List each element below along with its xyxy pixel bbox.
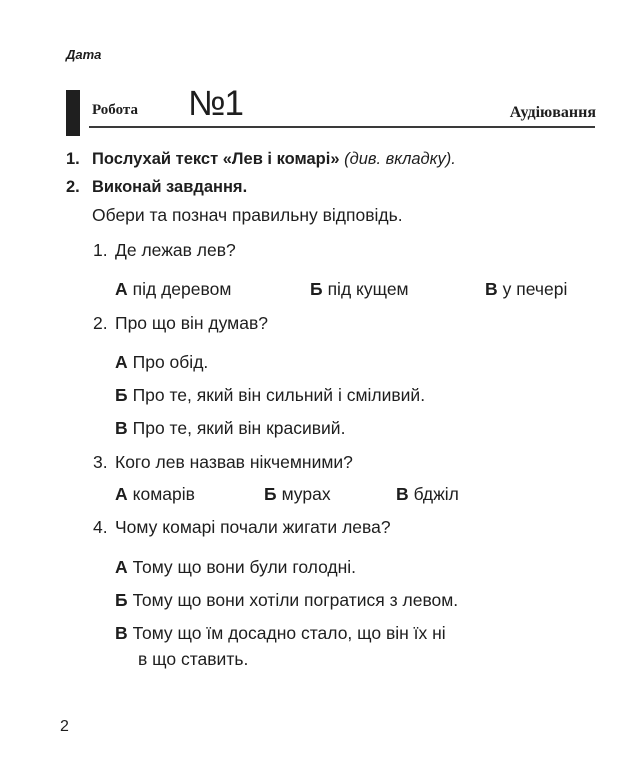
option-letter: А: [115, 352, 128, 372]
question-text: Кого лев назвав нікчемними?: [115, 452, 353, 472]
question-text: Чому комарі почали жигати лева?: [115, 517, 391, 537]
question-text: Про що він думав?: [115, 313, 268, 333]
work-number: №1: [188, 84, 244, 123]
option-letter: Б: [310, 279, 323, 299]
option-letter: Б: [115, 385, 128, 405]
task-text: Виконай завдання.: [92, 178, 248, 196]
question-1: [93, 240, 236, 261]
header-divider: [89, 126, 595, 128]
option-letter: В: [115, 623, 128, 643]
option-letter: А: [115, 279, 128, 299]
option-3a[interactable]: [115, 484, 195, 505]
instruction: Обери та познач правильну відповідь.: [92, 205, 403, 225]
header-bar-decoration: [66, 90, 80, 136]
question-text: Де лежав лев?: [115, 240, 236, 260]
task-number: 1.: [66, 150, 80, 168]
question-number: 1.: [93, 240, 108, 260]
option-1b[interactable]: [310, 279, 409, 300]
task-text: Послухай текст «Лев і комарі»: [92, 150, 340, 168]
option-text: Про обід.: [132, 352, 209, 372]
option-letter: Б: [115, 590, 128, 610]
option-text: мурах: [281, 484, 331, 504]
option-1c[interactable]: [485, 279, 567, 300]
question-3: [93, 452, 353, 473]
option-text: Тому що вони хотіли погратися з левом.: [132, 590, 459, 610]
option-text: під кущем: [327, 279, 409, 299]
task-note: (див. вкладку).: [344, 150, 456, 168]
option-2b[interactable]: [115, 385, 425, 406]
option-text: комарів: [132, 484, 195, 504]
option-4c[interactable]: [115, 623, 446, 644]
option-letter: А: [115, 557, 128, 577]
option-1a[interactable]: [115, 279, 231, 300]
option-letter: В: [485, 279, 498, 299]
option-3b[interactable]: [264, 484, 331, 505]
option-text: у печері: [502, 279, 568, 299]
section-title: Аудіювання: [509, 104, 596, 121]
option-letter: А: [115, 484, 128, 504]
task-1: [66, 150, 456, 169]
option-text: Тому що вони були голодні.: [132, 557, 357, 577]
option-2c[interactable]: [115, 418, 345, 439]
question-number: 3.: [93, 452, 108, 472]
option-text: Про те, який він сильний і сміливий.: [132, 385, 426, 405]
option-letter: Б: [264, 484, 277, 504]
work-label: Робота: [92, 102, 138, 118]
option-2a[interactable]: [115, 352, 208, 373]
question-2: [93, 313, 268, 334]
question-4: [93, 517, 391, 538]
page-number: 2: [60, 718, 69, 735]
task-number: 2.: [66, 178, 80, 196]
option-text: Про те, який він красивий.: [132, 418, 346, 438]
option-4b[interactable]: [115, 590, 458, 611]
option-4c-continuation: в що ставить.: [138, 649, 249, 669]
task-2: [66, 178, 247, 197]
option-text: під деревом: [132, 279, 232, 299]
question-number: 4.: [93, 517, 108, 537]
question-number: 2.: [93, 313, 108, 333]
option-text: Тому що їм досадно стало, що він їх ні: [132, 623, 446, 643]
option-letter: В: [396, 484, 409, 504]
option-4a[interactable]: [115, 557, 356, 578]
option-3c[interactable]: [396, 484, 459, 505]
date-label: Дата: [66, 47, 102, 62]
option-text: бджіл: [413, 484, 459, 504]
option-letter: В: [115, 418, 128, 438]
